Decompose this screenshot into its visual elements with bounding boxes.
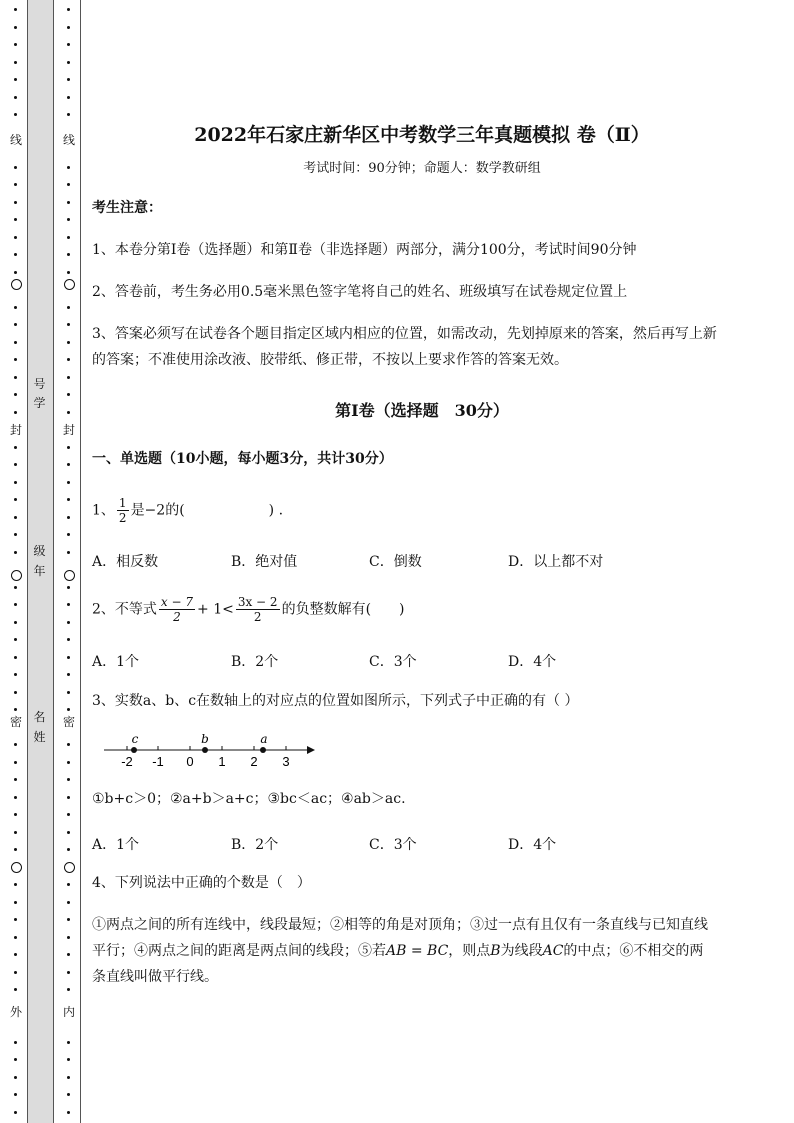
binding-dot xyxy=(67,393,70,396)
question-2-frac2-den: 2 xyxy=(253,610,262,624)
binding-dot xyxy=(67,988,70,991)
binding-dot xyxy=(14,1041,17,1044)
binding-dot xyxy=(14,183,17,186)
left-circle-3 xyxy=(11,862,22,873)
binding-dot xyxy=(14,883,17,886)
binding-dot xyxy=(67,341,70,344)
tick-label-1: 1 xyxy=(218,754,226,769)
right-circle-2 xyxy=(64,570,75,581)
binding-dot xyxy=(67,1093,70,1096)
question-3-option-b: B．2个 xyxy=(231,837,279,853)
binding-dot xyxy=(67,96,70,99)
binding-dot xyxy=(14,656,17,659)
band-label-ji: 级 xyxy=(33,544,46,558)
left-strip-char-xian: 线 xyxy=(9,133,22,147)
binding-dot xyxy=(14,1058,17,1061)
question-3-option-a: A．1个 xyxy=(92,837,140,853)
binding-dot xyxy=(14,743,17,746)
binding-dot xyxy=(67,743,70,746)
binding-dot xyxy=(14,848,17,851)
binding-dot xyxy=(67,26,70,29)
point-label-b: b xyxy=(201,732,209,746)
binding-dot xyxy=(14,1111,17,1114)
left-strip-char-feng: 封 xyxy=(9,423,22,437)
binding-dot xyxy=(14,516,17,519)
binding-dot xyxy=(67,656,70,659)
binding-dot xyxy=(14,253,17,256)
binding-dot xyxy=(14,481,17,484)
binding-dot xyxy=(14,551,17,554)
binding-dot xyxy=(14,918,17,921)
right-strip-char-nei: 内 xyxy=(62,1005,75,1019)
right-dot-column xyxy=(62,0,76,1123)
right-circle-1 xyxy=(64,279,75,290)
left-strip-char-wai: 外 xyxy=(9,1005,22,1019)
question-1-fraction xyxy=(117,496,129,525)
notice-item-1: 1、本卷分第Ⅰ卷（选择题）和第Ⅱ卷（非选择题）两部分，满分100分，考试时间90分钟 xyxy=(92,242,637,258)
binding-dot xyxy=(67,516,70,519)
question-1-option-a: A．相反数 xyxy=(92,554,159,570)
binding-dot xyxy=(14,638,17,641)
binding-dot xyxy=(14,498,17,501)
left-circle-2 xyxy=(11,570,22,581)
right-circle-3 xyxy=(64,862,75,873)
binding-dot xyxy=(14,988,17,991)
binding-dot xyxy=(67,376,70,379)
question-2-prefix: 2、不等式 xyxy=(92,601,157,618)
point-label-c: c xyxy=(131,732,139,746)
left-strip-char-mi: 密 xyxy=(9,715,22,729)
notice-item-3-line-2: 的答案；不准使用涂改液、胶带纸、修正带，不按以上要求作答的答案无效。 xyxy=(92,352,568,368)
question-1-stem xyxy=(92,496,283,525)
binding-dot xyxy=(67,8,70,11)
question-1-frac-den: 2 xyxy=(118,511,127,525)
band-label-nian: 年 xyxy=(33,564,46,578)
binding-dot xyxy=(14,463,17,466)
question-1-text: 是−2的( ) . xyxy=(130,502,284,519)
question-1-frac-num: 1 xyxy=(118,496,127,510)
binding-gray-band xyxy=(27,0,54,1123)
binding-dot xyxy=(67,358,70,361)
binding-dot xyxy=(14,8,17,11)
tick-label-0: 0 xyxy=(186,754,194,769)
binding-dot xyxy=(67,638,70,641)
binding-dot xyxy=(14,43,17,46)
page-subtitle: 考试时间：90分钟；命题人：数学教研组 xyxy=(303,161,541,176)
binding-dot xyxy=(14,901,17,904)
binding-dot xyxy=(67,306,70,309)
question-4-segment-ac: AC xyxy=(542,943,564,959)
binding-dot xyxy=(67,498,70,501)
binding-dot xyxy=(14,533,17,536)
question-3-option-c: C．3个 xyxy=(369,837,417,853)
right-strip-char-mi: 密 xyxy=(62,715,75,729)
binding-dot xyxy=(14,236,17,239)
question-4-line-2 xyxy=(92,938,703,965)
binding-dot xyxy=(14,936,17,939)
band-label-ming: 名 xyxy=(33,710,46,724)
point-b xyxy=(202,747,208,753)
binding-dot xyxy=(67,43,70,46)
binding-dot xyxy=(67,61,70,64)
binding-dot xyxy=(14,201,17,204)
binding-dot xyxy=(67,831,70,834)
binding-dot xyxy=(67,936,70,939)
binding-dot xyxy=(14,166,17,169)
binding-dot xyxy=(67,761,70,764)
page-title: 2022年石家庄新华区中考数学三年真题模拟 卷（Ⅱ） xyxy=(194,124,650,146)
question-2-option-c: C．3个 xyxy=(369,654,417,670)
band-label-xing: 姓 xyxy=(33,730,46,744)
binding-dot xyxy=(67,446,70,449)
binding-dot xyxy=(14,446,17,449)
binding-dot xyxy=(14,586,17,589)
binding-dot xyxy=(67,411,70,414)
binding-dot xyxy=(67,236,70,239)
binding-dot xyxy=(67,218,70,221)
binding-dot xyxy=(67,971,70,974)
question-3-option-d: D．4个 xyxy=(508,837,557,853)
binding-dot xyxy=(14,708,17,711)
part1-heading: 一、单选题（10小题，每小题3分，共计30分） xyxy=(92,451,393,467)
binding-dot xyxy=(67,323,70,326)
binding-rule-line xyxy=(80,0,81,1123)
binding-dot xyxy=(67,551,70,554)
question-2-option-b: B．2个 xyxy=(231,654,279,670)
binding-dot xyxy=(67,166,70,169)
band-label-xue: 学 xyxy=(33,396,46,410)
question-4-point-b: B xyxy=(490,943,501,959)
binding-dot xyxy=(67,253,70,256)
question-4-line-2-c: 为线段 xyxy=(500,943,543,959)
question-1-option-b: B．绝对值 xyxy=(231,554,298,570)
question-4-line-2-d: 的中点；⑥不相交的两 xyxy=(563,943,704,959)
binding-dot xyxy=(67,1041,70,1044)
binding-dot xyxy=(67,796,70,799)
binding-dot xyxy=(14,323,17,326)
binding-dot xyxy=(14,778,17,781)
binding-dot xyxy=(14,113,17,116)
binding-dot xyxy=(67,621,70,624)
binding-dot xyxy=(67,708,70,711)
question-2-fraction-2 xyxy=(236,595,280,624)
binding-dot xyxy=(14,376,17,379)
binding-dot xyxy=(14,306,17,309)
question-2-suffix: 的负整数解有( ) xyxy=(281,601,405,618)
question-2-middle: + 1< xyxy=(197,601,234,618)
binding-dot xyxy=(67,1111,70,1114)
binding-dot xyxy=(14,796,17,799)
binding-dot xyxy=(67,113,70,116)
question-3-statements: ①b+c＞0；②a+b＞a+c；③bc＜ac；④ab＞ac. xyxy=(92,791,406,807)
binding-dot xyxy=(67,673,70,676)
binding-dot xyxy=(14,358,17,361)
binding-dot xyxy=(67,463,70,466)
binding-dot xyxy=(14,393,17,396)
question-4-line-2-a: 平行；④两点之间的距离是两点间的线段；⑤若 xyxy=(92,943,386,959)
point-label-a: a xyxy=(260,732,268,746)
binding-dot xyxy=(67,183,70,186)
binding-dot xyxy=(14,218,17,221)
left-dot-column xyxy=(9,0,23,1123)
question-2-option-d: D．4个 xyxy=(508,654,557,670)
binding-dot xyxy=(67,1058,70,1061)
binding-dot xyxy=(14,971,17,974)
binding-dot xyxy=(67,848,70,851)
binding-dot xyxy=(67,918,70,921)
question-2-frac1-num: x − 7 xyxy=(160,595,194,609)
question-2-fraction-1 xyxy=(159,595,195,624)
binding-dot xyxy=(67,201,70,204)
notice-item-3-line-1: 3、答案必须写在试卷各个题目指定区域内相应的位置，如需改动，先划掉原来的答案，然后再写上新 xyxy=(92,326,717,342)
binding-dot xyxy=(67,78,70,81)
point-a xyxy=(260,747,266,753)
tick-label-neg2: -2 xyxy=(121,754,133,769)
binding-dot xyxy=(14,96,17,99)
binding-dot xyxy=(14,78,17,81)
question-4-line-1: ①两点之间的所有连线中，线段最短；②相等的角是对顶角；③过一点有且仅有一条直线与已知直线 xyxy=(92,917,708,933)
right-strip-char-xian: 线 xyxy=(62,133,75,147)
binding-dot xyxy=(14,621,17,624)
binding-dot xyxy=(67,953,70,956)
question-2-frac2-num: 3x − 2 xyxy=(237,595,278,609)
section-title: 第Ⅰ卷（选择题 30分） xyxy=(335,401,509,420)
binding-dot xyxy=(14,953,17,956)
question-2-stem xyxy=(92,595,405,624)
question-4-equation: AB = BC xyxy=(386,943,449,959)
question-1-prefix: 1、 xyxy=(92,502,115,519)
tick-label-neg1: -1 xyxy=(152,754,164,769)
question-1-option-c: C．倒数 xyxy=(369,554,422,570)
number-line-figure xyxy=(102,730,322,770)
binding-dot xyxy=(14,673,17,676)
binding-dot xyxy=(14,691,17,694)
binding-dot xyxy=(14,1076,17,1079)
binding-dot xyxy=(67,778,70,781)
band-label-hao: 号 xyxy=(33,377,46,391)
binding-dot xyxy=(67,271,70,274)
binding-dot xyxy=(67,533,70,536)
question-2-frac1-den: 2 xyxy=(173,610,181,624)
binding-dot xyxy=(14,26,17,29)
point-c xyxy=(131,747,137,753)
binding-dot xyxy=(14,761,17,764)
question-4-stem: 4、下列说法中正确的个数是（ ） xyxy=(92,875,311,891)
binding-dot xyxy=(67,481,70,484)
notice-item-2: 2、答卷前，考生务必用0.5毫米黑色签字笔将自己的姓名、班级填写在试卷规定位置上 xyxy=(92,284,628,300)
binding-dot xyxy=(67,586,70,589)
question-4-line-2-b: ，则点 xyxy=(448,943,491,959)
binding-dot xyxy=(14,411,17,414)
binding-dot xyxy=(67,603,70,606)
tick-label-2: 2 xyxy=(250,754,258,769)
question-4-line-3: 条直线叫做平行线。 xyxy=(92,969,218,985)
binding-dot xyxy=(14,603,17,606)
binding-dot xyxy=(67,691,70,694)
binding-dot xyxy=(14,61,17,64)
question-1-option-d: D．以上都不对 xyxy=(508,554,604,570)
binding-dot xyxy=(14,341,17,344)
binding-dot xyxy=(67,813,70,816)
binding-dot xyxy=(14,813,17,816)
binding-dot xyxy=(67,901,70,904)
binding-dot xyxy=(14,271,17,274)
tick-label-3: 3 xyxy=(282,754,290,769)
question-2-option-a: A．1个 xyxy=(92,654,140,670)
right-strip-char-feng: 封 xyxy=(62,423,75,437)
left-circle-1 xyxy=(11,279,22,290)
binding-dot xyxy=(14,1093,17,1096)
number-line-arrow xyxy=(307,746,315,754)
binding-dot xyxy=(67,883,70,886)
question-3-stem: 3、实数a、b、c在数轴上的对应点的位置如图所示，下列式子中正确的有（ ） xyxy=(92,693,579,709)
notice-heading: 考生注意： xyxy=(92,200,162,216)
binding-dot xyxy=(14,831,17,834)
binding-dot xyxy=(67,1076,70,1079)
